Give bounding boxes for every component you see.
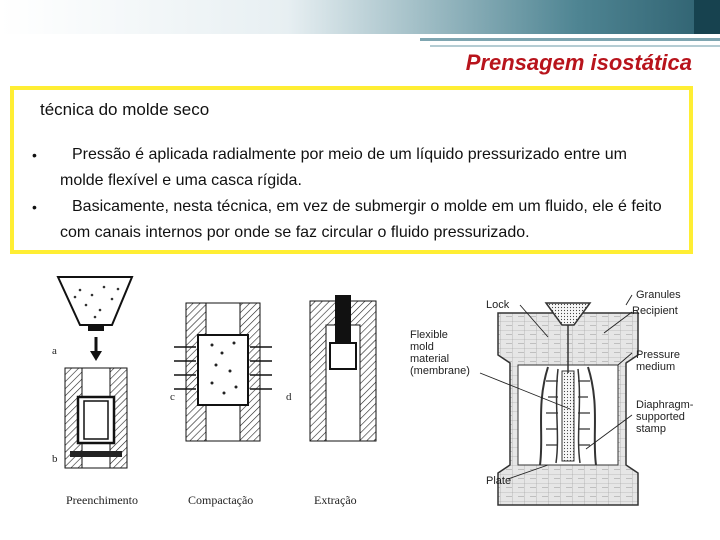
label-line: Pressure — [636, 349, 681, 361]
bullet-marker: • — [32, 199, 37, 215]
step-label-c: c — [170, 391, 175, 403]
label-leaders — [408, 265, 668, 505]
hopper-diagram — [58, 277, 132, 361]
pressing-figure — [40, 265, 694, 525]
die-compaction-diagram — [174, 303, 272, 441]
bullet-marker: • — [32, 147, 37, 163]
label-line: supported — [636, 411, 685, 423]
content-box — [10, 86, 693, 254]
header-band-dark-edge — [694, 0, 720, 34]
die-extraction-diagram — [310, 295, 376, 441]
process-diagram — [40, 265, 400, 505]
caption-fill: Preenchimento — [66, 493, 138, 507]
label-flexible-mold — [410, 329, 470, 377]
caption-compaction: Compactação — [188, 493, 254, 507]
label-pressure-medium — [636, 349, 680, 373]
header-band — [0, 0, 720, 34]
bullet-list — [32, 142, 672, 246]
bullet-text: Basicamente, nesta técnica, em vez de submergir o molde em um fluido, ele é feito com canais internos por onde se faz circular o fluido pressurizado. — [60, 198, 662, 241]
label-recipient: Recipient — [632, 305, 678, 317]
label-granules: Granules — [636, 289, 681, 301]
label-diaphragm-stamp — [636, 399, 693, 435]
label-line: material — [410, 353, 450, 365]
label-line: Flexible — [410, 329, 448, 341]
page-title: Prensagem isostática — [465, 50, 692, 75]
header-rule-1 — [420, 38, 720, 41]
step-label-d: d — [286, 391, 292, 403]
label-line: medium — [636, 361, 676, 373]
label-lock: Lock — [486, 299, 510, 311]
step-label-b: b — [52, 453, 58, 465]
bullet-item — [32, 142, 672, 194]
header-rule-2 — [430, 45, 720, 47]
bullet-text: Pressão é aplicada radialmente por meio de um líquido pressurizado entre um molde flexível e uma casca rígida. — [60, 146, 627, 189]
content-subtitle: técnica do molde seco — [40, 100, 210, 119]
bullet-item — [32, 194, 672, 246]
label-line: mold — [410, 341, 434, 353]
label-line: stamp — [636, 423, 666, 435]
caption-extraction: Extração — [314, 493, 357, 507]
label-line: (membrane) — [410, 365, 470, 377]
label-line: Diaphragm- — [636, 399, 694, 411]
step-label-a: a — [52, 345, 57, 357]
die-fill-diagram — [65, 368, 127, 468]
label-plate: Plate — [486, 475, 512, 487]
